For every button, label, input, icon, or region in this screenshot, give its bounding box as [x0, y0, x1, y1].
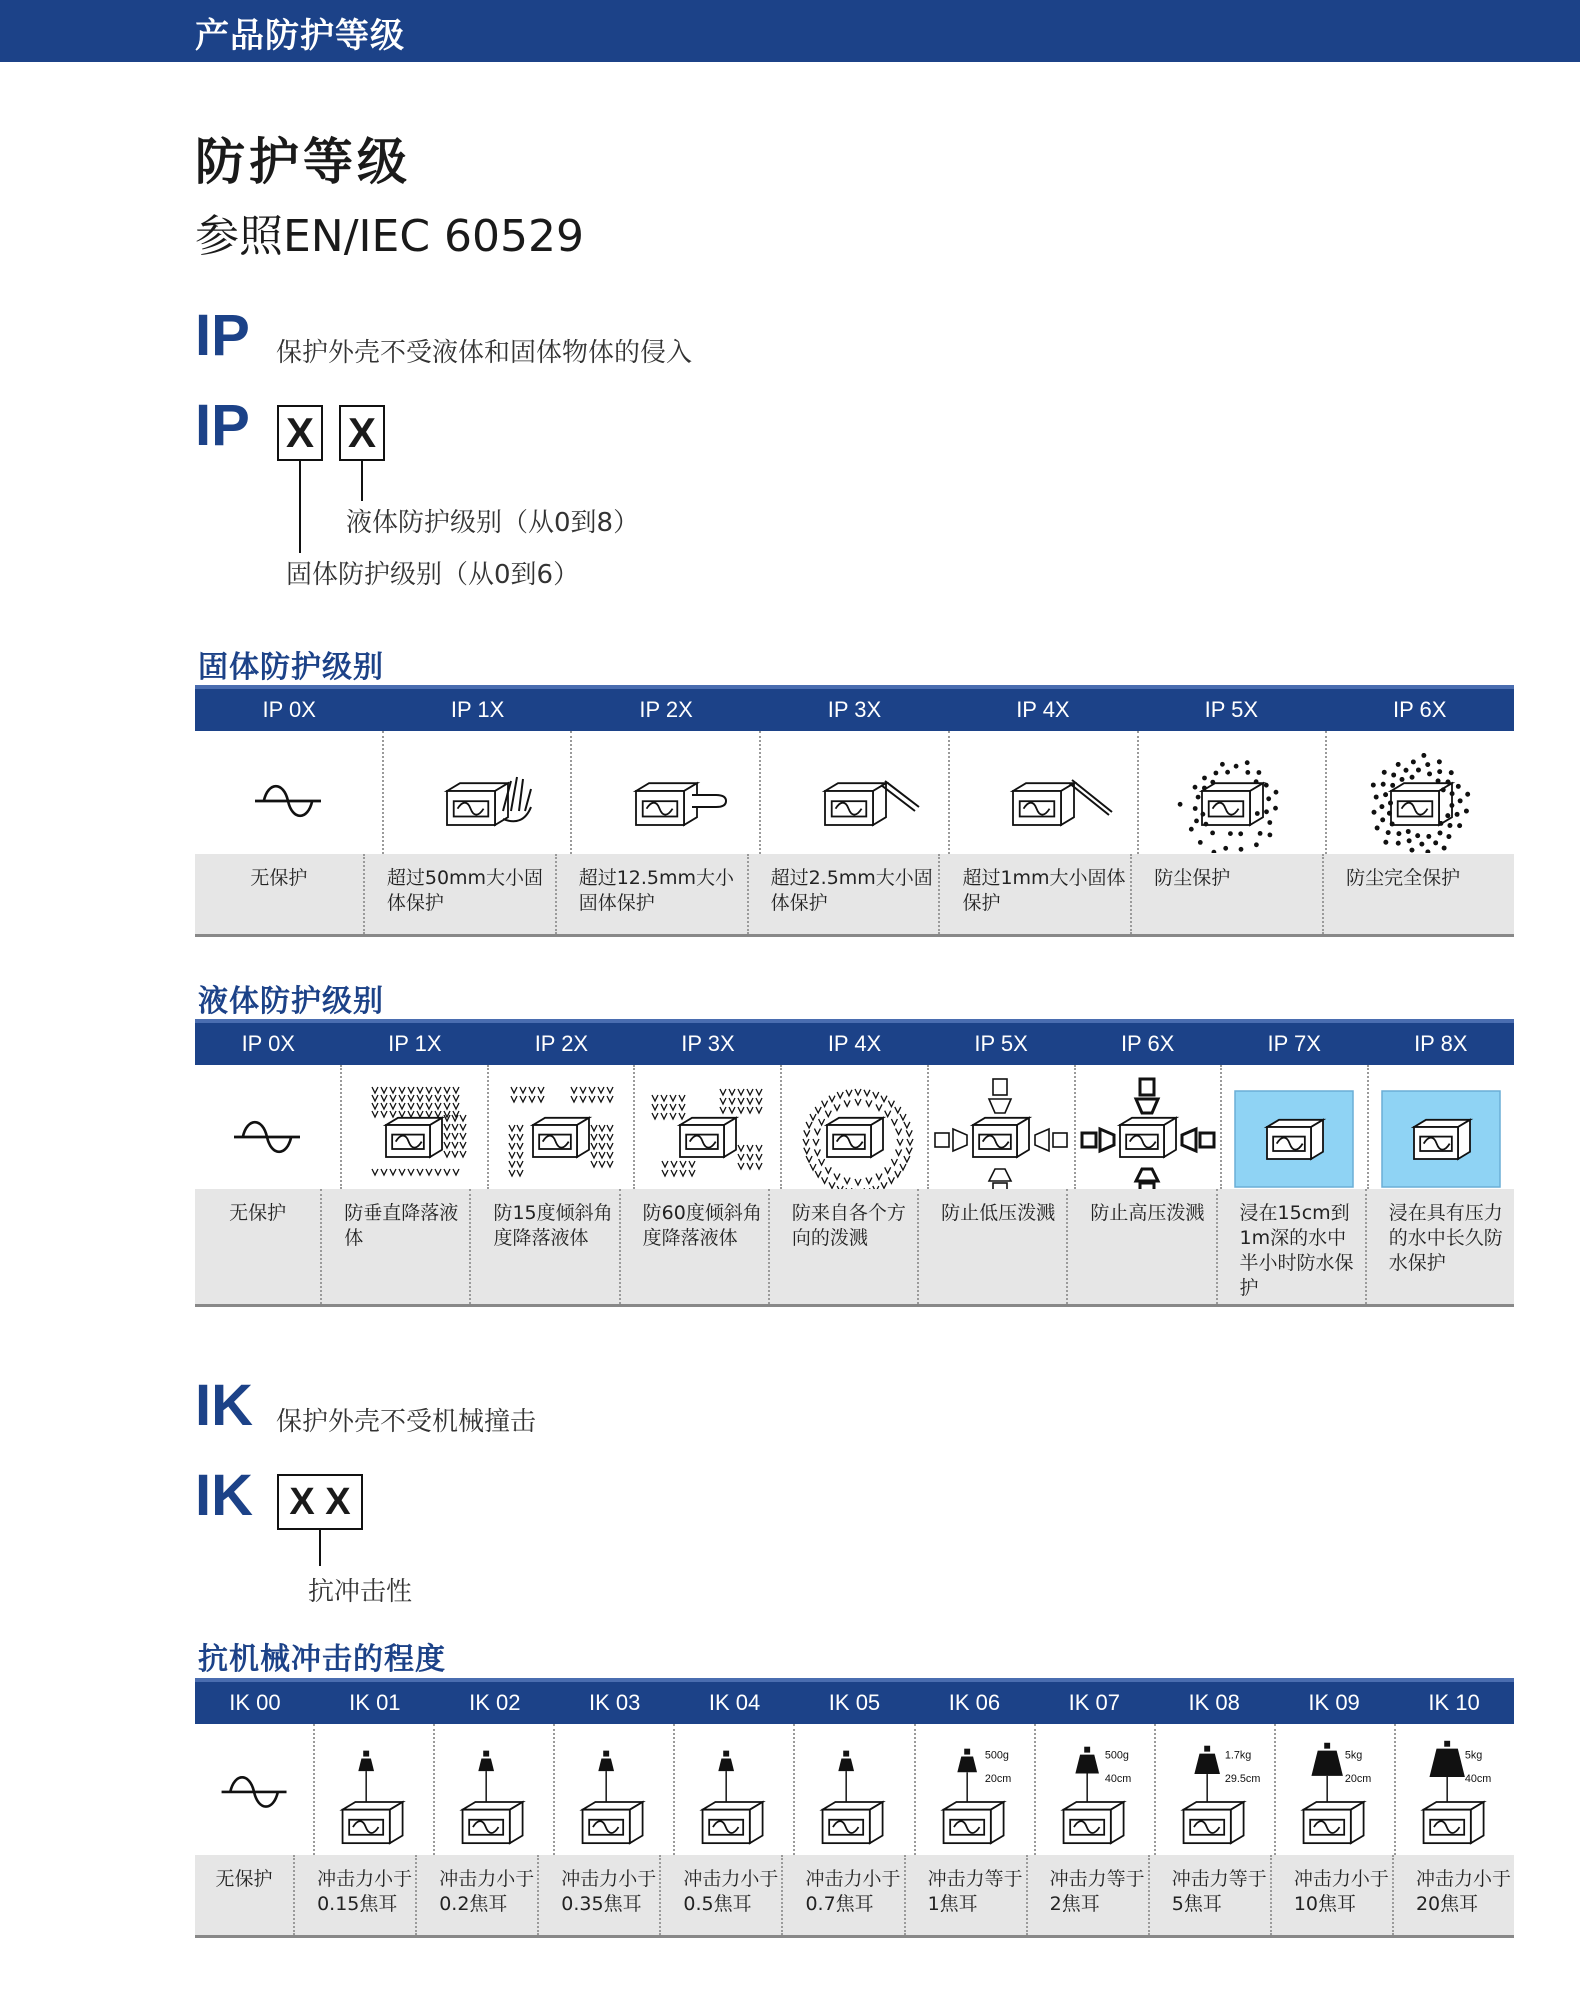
- impact-header-row: [195, 1678, 1514, 1724]
- level-description: 超过12.5mm大小固体保护: [555, 854, 747, 934]
- box-60deg-spray-icon: [633, 1065, 780, 1189]
- header-bar: [0, 0, 1580, 62]
- svg-text:40cm: 40cm: [1464, 1772, 1492, 1785]
- column-header: IP 2X: [534, 1031, 589, 1056]
- svg-text:500g: 500g: [1104, 1749, 1129, 1762]
- impact-weight-icon: [1154, 1724, 1274, 1855]
- level-description: 冲击力小于0.7焦耳: [781, 1855, 903, 1935]
- ip-liquid-box: X: [339, 405, 385, 461]
- column-header: IP 0X: [241, 1031, 295, 1056]
- column-header: IK 02: [469, 1690, 521, 1715]
- ik-description: 保护外壳不受机械撞击: [276, 1407, 537, 1437]
- level-description: 防止高压泼溅: [1066, 1189, 1215, 1304]
- level-description: 防尘完全保护: [1322, 854, 1514, 934]
- level-description: 冲击力等于1焦耳: [904, 1855, 1026, 1935]
- ik-label: 抗冲击性: [308, 1577, 413, 1607]
- impact-weight-icon: [1274, 1724, 1394, 1855]
- impact-weight-icon: [1394, 1724, 1514, 1855]
- ik-code-example: IK: [195, 1463, 253, 1528]
- level-description: 冲击力小于0.15焦耳: [293, 1855, 415, 1935]
- solid-icon-row: [195, 731, 1514, 854]
- liquid-text-row: [195, 1189, 1514, 1304]
- ip-solid-box: X: [277, 405, 323, 461]
- impact-weight-icon: [553, 1724, 673, 1855]
- box-15deg-drip-icon: [487, 1065, 634, 1189]
- column-header: IP 1X: [450, 697, 505, 722]
- page-title: 防护等级: [195, 133, 411, 191]
- column-header: IP 3X: [681, 1031, 735, 1056]
- level-description: 冲击力小于10焦耳: [1270, 1855, 1392, 1935]
- column-header: IP 8X: [1414, 1031, 1468, 1056]
- box-low-jet-icon: [927, 1065, 1074, 1189]
- box-submersion-icon: [1367, 1065, 1514, 1189]
- level-description: 冲击力等于2焦耳: [1026, 1855, 1148, 1935]
- level-description: 防垂直降落液体: [320, 1189, 469, 1304]
- liquid-section-title: 液体防护级别: [198, 984, 384, 1019]
- column-header: IP 0X: [262, 697, 316, 722]
- column-header: IK 01: [349, 1690, 401, 1715]
- impact-section-title: 抗机械冲击的程度: [198, 1642, 446, 1677]
- level-description: 防60度倾斜角度降落液体: [619, 1189, 768, 1304]
- impact-weight-icon: [433, 1724, 553, 1855]
- box-wire-icon: [948, 731, 1137, 854]
- box-finger-icon: [570, 731, 759, 854]
- level-description: 无保护: [195, 1189, 320, 1304]
- solid-header-row: [195, 685, 1514, 731]
- ip-description: 保护外壳不受液体和固体物体的侵入: [276, 338, 693, 368]
- level-description: 冲击力小于0.2焦耳: [415, 1855, 537, 1935]
- level-description: 超过1mm大小固体保护: [938, 854, 1130, 934]
- svg-text:20cm: 20cm: [1344, 1772, 1372, 1785]
- ip-solid-leader: [299, 461, 301, 553]
- impact-weight-icon: [1034, 1724, 1154, 1855]
- column-header: IP 4X: [1016, 697, 1070, 722]
- impact-weight-icon: [914, 1724, 1034, 1855]
- ip-liquid-leader: [361, 461, 363, 501]
- level-description: 防来自各个方向的泼溅: [768, 1189, 917, 1304]
- level-description: 浸在15cm到1m深的水中半小时防水保护: [1216, 1189, 1365, 1304]
- level-description: 冲击力小于20焦耳: [1392, 1855, 1514, 1935]
- ip-code: IP: [195, 303, 250, 368]
- column-header: IK 07: [1068, 1690, 1120, 1715]
- column-header: IP 4X: [827, 1031, 882, 1056]
- box-splash-icon: [780, 1065, 927, 1189]
- box-high-jet-icon: [1074, 1065, 1221, 1189]
- svg-text:40cm: 40cm: [1104, 1772, 1131, 1785]
- column-header: IK 08: [1188, 1690, 1240, 1715]
- box-dust-icon: [1137, 731, 1326, 854]
- solid-protection-table: [195, 685, 1514, 937]
- box-tool-icon: [759, 731, 948, 854]
- ik-box: X X: [277, 1474, 363, 1530]
- column-header: IK 09: [1308, 1690, 1360, 1715]
- ik-leader: [319, 1530, 321, 1566]
- svg-text:29.5cm: 29.5cm: [1224, 1772, 1261, 1785]
- ip-solid-label: 固体防护级别（从0到6）: [286, 560, 580, 590]
- level-description: 冲击力等于5焦耳: [1148, 1855, 1270, 1935]
- level-description: 无保护: [195, 854, 363, 934]
- svg-text:1.7kg: 1.7kg: [1224, 1749, 1252, 1762]
- column-header: IP 6X: [1393, 697, 1447, 722]
- ip-code-example: IP: [195, 393, 250, 458]
- impact-weight-icon: [793, 1724, 913, 1855]
- column-header: IP 5X: [1204, 697, 1259, 722]
- level-description: 冲击力小于0.35焦耳: [537, 1855, 659, 1935]
- level-description: 超过50mm大小固体保护: [363, 854, 555, 934]
- column-header: IP 7X: [1267, 1031, 1321, 1056]
- box-immersion-icon: [1220, 1065, 1367, 1189]
- column-header: IP 1X: [388, 1031, 442, 1056]
- wave-icon: [195, 1065, 340, 1189]
- level-description: 浸在具有压力的水中长久防水保护: [1365, 1189, 1514, 1304]
- box-vertical-drip-icon: [340, 1065, 487, 1189]
- impact-weight-icon: [673, 1724, 793, 1855]
- column-header: IK 04: [708, 1690, 761, 1715]
- column-header: IP 3X: [827, 697, 882, 722]
- liquid-protection-table: [195, 1019, 1514, 1307]
- column-header: IK 00: [229, 1690, 281, 1715]
- impact-weight-icon: [195, 1724, 313, 1855]
- column-header: IK 10: [1428, 1690, 1480, 1715]
- level-description: 无保护: [195, 1855, 293, 1935]
- column-header: IK 06: [948, 1690, 1001, 1715]
- column-header: IP 5X: [974, 1031, 1028, 1056]
- liquid-header-row: [195, 1019, 1514, 1065]
- level-description: 超过2.5mm大小固体保护: [747, 854, 939, 934]
- box-hand-icon: [382, 731, 571, 854]
- solid-text-row: [195, 854, 1514, 934]
- level-description: 防15度倾斜角度降落液体: [469, 1189, 618, 1304]
- wave-icon: [195, 731, 382, 854]
- svg-text:20cm: 20cm: [984, 1772, 1011, 1785]
- impact-protection-table: [195, 1678, 1514, 1938]
- column-header: IK 03: [588, 1690, 641, 1715]
- impact-text-row: [195, 1855, 1514, 1935]
- level-description: 防尘保护: [1130, 854, 1322, 934]
- solid-section-title: 固体防护级别: [198, 650, 384, 685]
- svg-text:5kg: 5kg: [1344, 1749, 1363, 1762]
- impact-icon-row: [195, 1724, 1514, 1855]
- svg-text:500g: 500g: [984, 1749, 1009, 1762]
- liquid-icon-row: [195, 1065, 1514, 1189]
- column-header: IK 05: [828, 1690, 881, 1715]
- svg-text:5kg: 5kg: [1464, 1749, 1483, 1762]
- impact-weight-icon: [313, 1724, 433, 1855]
- level-description: 防止低压泼溅: [917, 1189, 1066, 1304]
- header-title: 产品防护等级: [195, 16, 405, 56]
- level-description: 冲击力小于0.5焦耳: [659, 1855, 781, 1935]
- page-subtitle: 参照EN/IEC 60529: [195, 211, 584, 262]
- column-header: IP 6X: [1120, 1031, 1175, 1056]
- ik-code: IK: [195, 1373, 253, 1438]
- box-dust-dense-icon: [1325, 731, 1514, 854]
- column-header: IP 2X: [639, 697, 693, 722]
- ip-liquid-label: 液体防护级别（从0到8）: [346, 508, 640, 538]
